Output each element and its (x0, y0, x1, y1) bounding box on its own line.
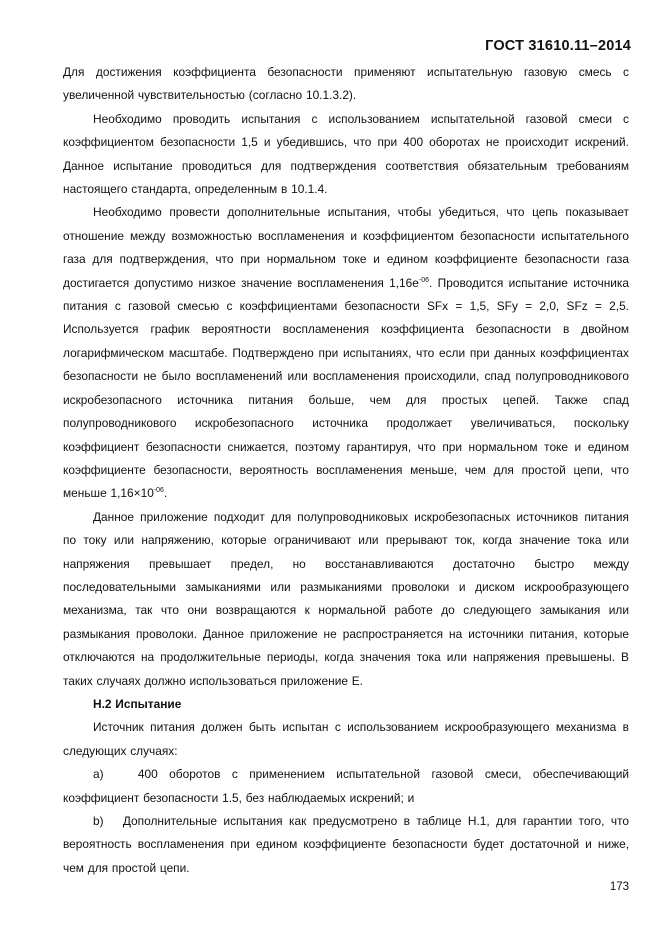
paragraph-3-part-c: . (163, 486, 168, 501)
list-item-a: a) 400 оборотов с применением испытательной газовой смеси, обеспечивающий коэффициент безопасности 1.5, без наблюдаемых искрений; и (63, 767, 629, 805)
document-body (63, 61, 629, 880)
paragraph-5: Источник питания должен быть испытан с использованием искрообразующего механизма в следующих случаях: (63, 720, 629, 758)
paragraph-2: Необходимо проводить испытания с использованием испытательной газовой смеси с коэффициентом безопасности 1,5 и убедившись, что при 400 оборотах не происходит искрений. Данное испытание проводиться для подтверждения соответствия обязательным требованиям настоящего стандарта, определенным в 10.1.4. (63, 111, 629, 197)
exponent-1: -06 (418, 276, 430, 284)
page-number: 173 (609, 881, 629, 893)
paragraph-3-part-b: . Проводится испытание источника питания с газовой смесью с коэффициентами безопасности SFx = 1,5, SFy = 2,0, SFz = 2,5. Используется график вероятности воспламенения коэффициента безопасности в двойном логарифмическом масштабе. Подтверждено при испытаниях, что если при данных коэффициентах безопасности не было воспламенений или воспламенения происходили, спад полупроводникового искробезопасного источника питания больше, чем для простых цепей. Также спад полупроводникового искробезопасного источника продолжает увеличиваться, поскольку коэффициент безопасности снижается, поэтому гарантируя, что при нормальном токе и едином коэффициенте безопасности, вероятность воспламенения меньше, чем для простой цепи, что меньше 1,16×10 (63, 275, 629, 501)
paragraph-4: Данное приложение подходит для полупроводниковых искробезопасных источников питания по току или напряжению, которые ограничивают или прерывают ток, когда значение тока или напряжения превышает предел, но восстанавливаются достаточно быстро между последовательными замыканиями или размыканиями проволоки и диском искрообразующего механизма, так что они возвращаются к нормальной работе до следующего замыкания или размыкания проволоки. Данное приложение не распространяется на источники питания, которые отключаются на продолжительные периоды, когда значения тока или напряжения превышены. В таких случаях должно использоваться приложение Е. (63, 509, 629, 688)
section-heading: Н.2 Испытание (93, 696, 182, 711)
paragraph-3-part-a: Необходимо провести дополнительные испытания, чтобы убедиться, что цепь показывает отношение между возможностью воспламенения и коэффициентом безопасности испытательного газа для подтверждения, что при нормальном токе и едином коэффициенте безопасности газа достигается допустимо низкое значение воспламенения 1,16е (63, 205, 629, 290)
exponent-2: -06 (153, 487, 164, 495)
paragraph-3 (63, 201, 629, 505)
list-item-b: b) Дополнительные испытания как предусмотрено в таблице Н.1, для гарантии того, что вероятность воспламенения при едином коэффициенте безопасности будет достаточной и ниже, чем для простой цепи. (63, 814, 629, 875)
paragraph-1: Для достижения коэффициента безопасности применяют испытательную газовую смесь с увеличенной чувствительностью (согласно 10.1.3.2). (63, 65, 629, 103)
standard-code: ГОСТ 31610.11–2014 (485, 38, 631, 54)
